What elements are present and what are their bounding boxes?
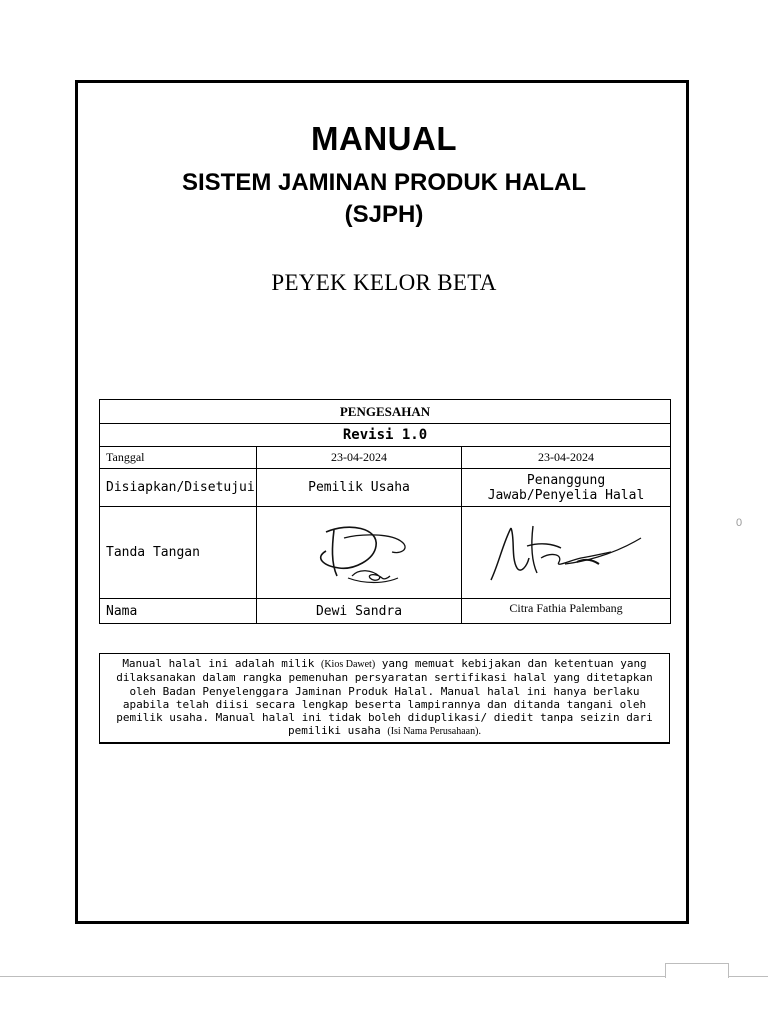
approval-heading-row [100,400,671,424]
document-subtitle: SISTEM JAMINAN PRODUK HALAL [181,169,586,196]
name-row [100,599,671,624]
disclaimer-part1: Manual halal ini adalah milik [122,657,315,670]
date-row [100,447,671,469]
disclaimer-box [99,653,670,744]
prepared-owner: Pemilik Usaha [257,469,462,507]
name-owner: Dewi Sandra [257,599,462,624]
date-label: Tanggal [100,447,257,469]
owner-signature-graphic [304,518,414,588]
company-name: PEYEK KELOR BETA [271,270,497,295]
page-marker: 0 [736,517,743,529]
prepared-supervisor-line2: Jawab/Penyelia Halal [487,487,645,503]
revision-row [100,424,671,447]
prepared-supervisor-line1: Penanggung [526,472,606,488]
disclaimer-company-name-placeholder: (Isi Nama Perusahaan). [387,726,481,738]
name-supervisor: Citra Fathia Palembang [462,599,671,624]
approval-heading: PENGESAHAN [100,400,671,424]
disclaimer-part2: yang memuat kebijakan dan ketentuan yang dilaksanakan dalam rangka pemenuhan persyaratan sertifikasi halal yang ditetapkan oleh Badan Penyelenggara Jaminan Produk Halal. Manual halal ini hanya berlaku apabila telah diisi secara lengkap beserta lampirannya dan ditanda tangani oleh pemilik usaha. Manual halal ini tidak boleh diduplikasi/ diedit tanpa seizin dari pemiliki usaha [116,657,653,738]
prepared-supervisor [462,469,671,507]
document-title: MANUAL [311,120,457,157]
prepared-label: Disiapkan/Disetujui [100,469,257,507]
disclaimer-text [110,657,659,739]
supervisor-signature-graphic [481,518,651,588]
disclaimer-company-placeholder: (Kios Dawet) [321,659,376,670]
name-label: Nama [100,599,257,624]
signature-row [100,507,671,599]
date-owner: 23-04-2024 [257,447,462,469]
supervisor-signature [462,507,671,599]
owner-signature [257,507,462,599]
revision-label: Revisi 1.0 [100,424,671,447]
page-footer-divider [0,976,768,977]
page-footer-tab [665,963,729,978]
document-subtitle-abbrev: (SJPH) [344,201,424,228]
prepared-row [100,469,671,507]
date-supervisor: 23-04-2024 [462,447,671,469]
signature-label: Tanda Tangan [100,507,257,599]
approval-table [99,399,671,624]
